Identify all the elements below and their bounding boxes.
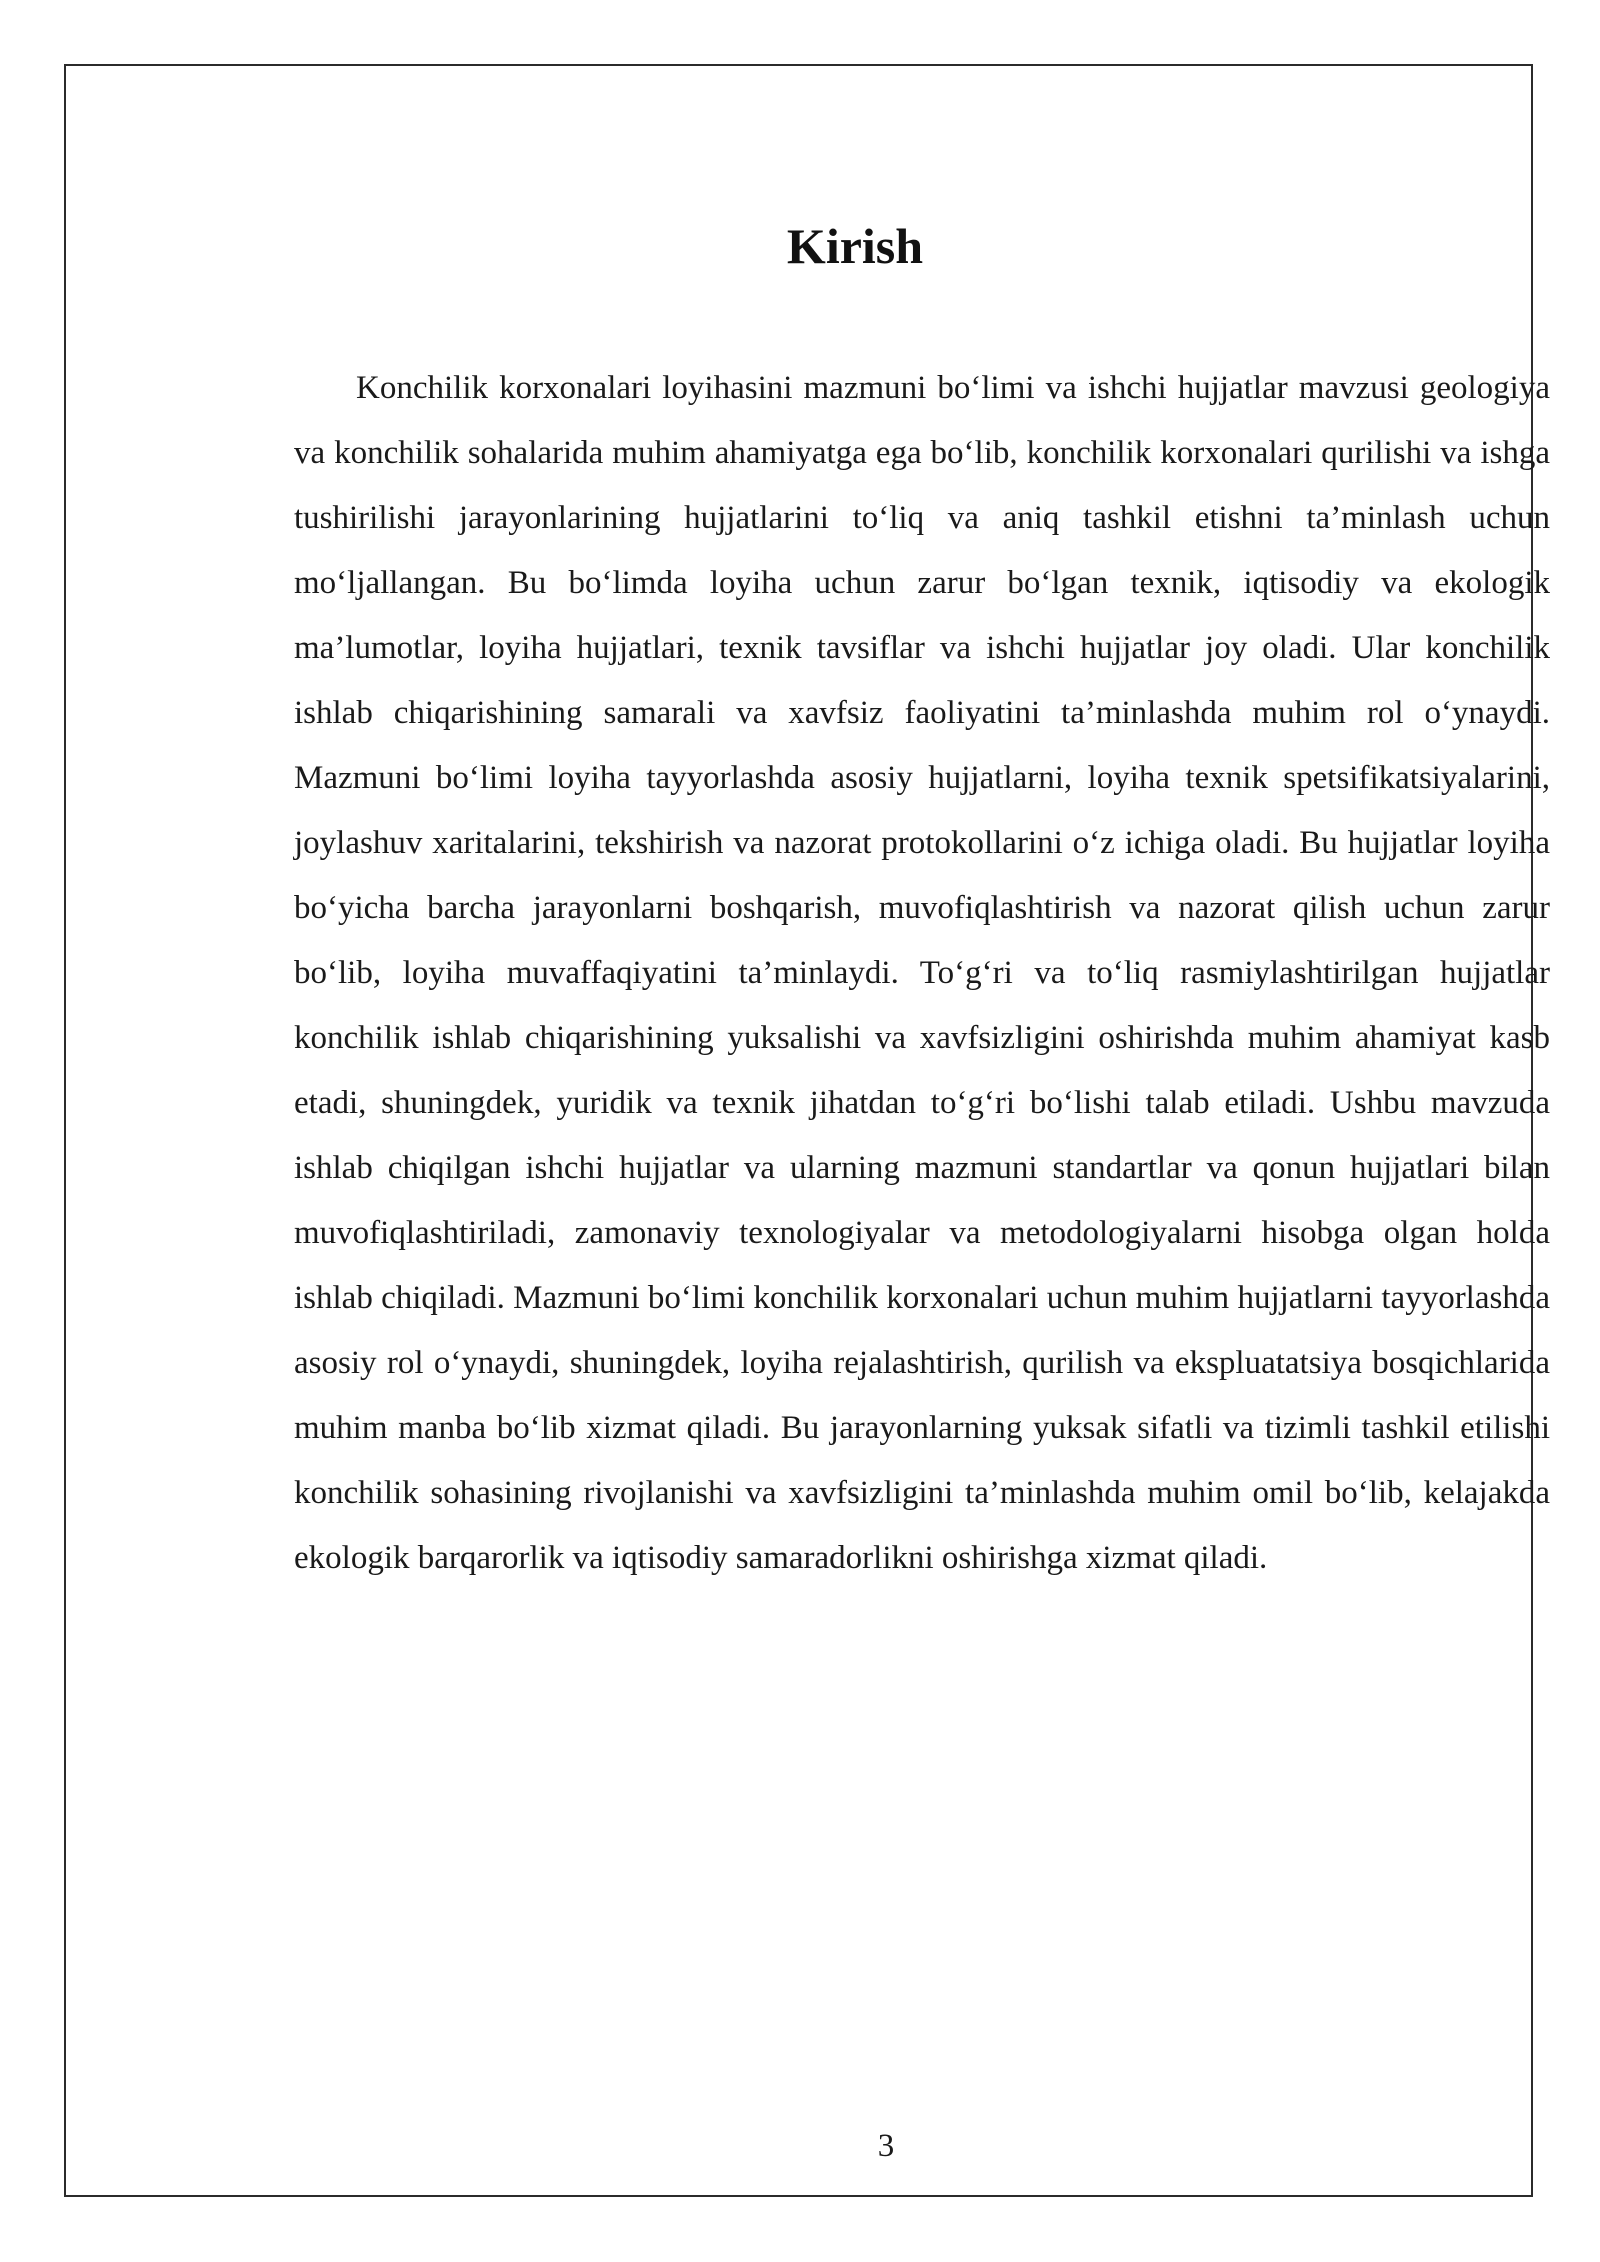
page-frame	[64, 64, 1550, 2197]
page-title: Kirish	[786, 218, 924, 274]
page-number: 3	[877, 2128, 895, 2164]
body-paragraph: Konchilik korxonalari loyihasini mazmuni bo‘limi va ishchi hujjatlar mavzusi geologiya va konchilik sohalarida muhim ahamiyatga ega bo‘lib, konchilik korxonalari qurilishi va ishga tushirilishi jarayonlarining hujjatlarini to‘liq va aniq tashkil etishni ta’minlash uchun mo‘ljallangan. Bu bo‘limda loyiha uchun zarur bo‘lgan texnik, iqtisodiy va ekologik ma’lumotlar, loyiha hujjatlari, texnik tavsiflar va ishchi hujjatlar joy oladi. Ular konchilik ishlab chiqarishining samarali va xavfsiz faoliyatini ta’minlashda muhim rol o‘ynaydi. Mazmuni bo‘limi loyiha tayyorlashda asosiy hujjatlarni, loyiha texnik spetsifikatsiyalarini, joylashuv xaritalarini, tekshirish va nazorat protokollarini o‘z ichiga oladi. Bu hujjatlar loyiha bo‘yicha barcha jarayonlarni boshqarish, muvofiqlashtirish va nazorat qilish uchun zarur bo‘lib, loyiha muvaffaqiyatini ta’minlaydi. To‘g‘ri va to‘liq rasmiylashtirilgan hujjatlar konchilik ishlab chiqarishining yuksalishi va xavfsizligini oshirishda muhim ahamiyat kasb etadi, shuningdek, yuridik va texnik jihatdan to‘g‘ri bo‘lishi talab etiladi. Ushbu mavzuda ishlab chiqilgan ishchi hujjatlar va ularning mazmuni standartlar va qonun hujjatlari bilan muvofiqlashtiriladi, zamonaviy texnologiyalar va metodologiyalarni hisobga olgan holda ishlab chiqiladi. Mazmuni bo‘limi konchilik korxonalari uchun muhim hujjatlarni tayyorlashda asosiy rol o‘ynaydi, shuningdek, loyiha rejalashtirish, qurilish va ekspluatatsiya bosqichlarida muhim manba bo‘lib xizmat qiladi. Bu jarayonlarning yuksak sifatli va tizimli tashkil etilishi konchilik sohasining rivojlanishi va xavfsizligini ta’minlashda muhim omil bo‘lib, kelajakda ekologik barqarorlik va iqtisodiy samaradorlikni oshirishga xizmat qiladi.	[294, 370, 1550, 1576]
